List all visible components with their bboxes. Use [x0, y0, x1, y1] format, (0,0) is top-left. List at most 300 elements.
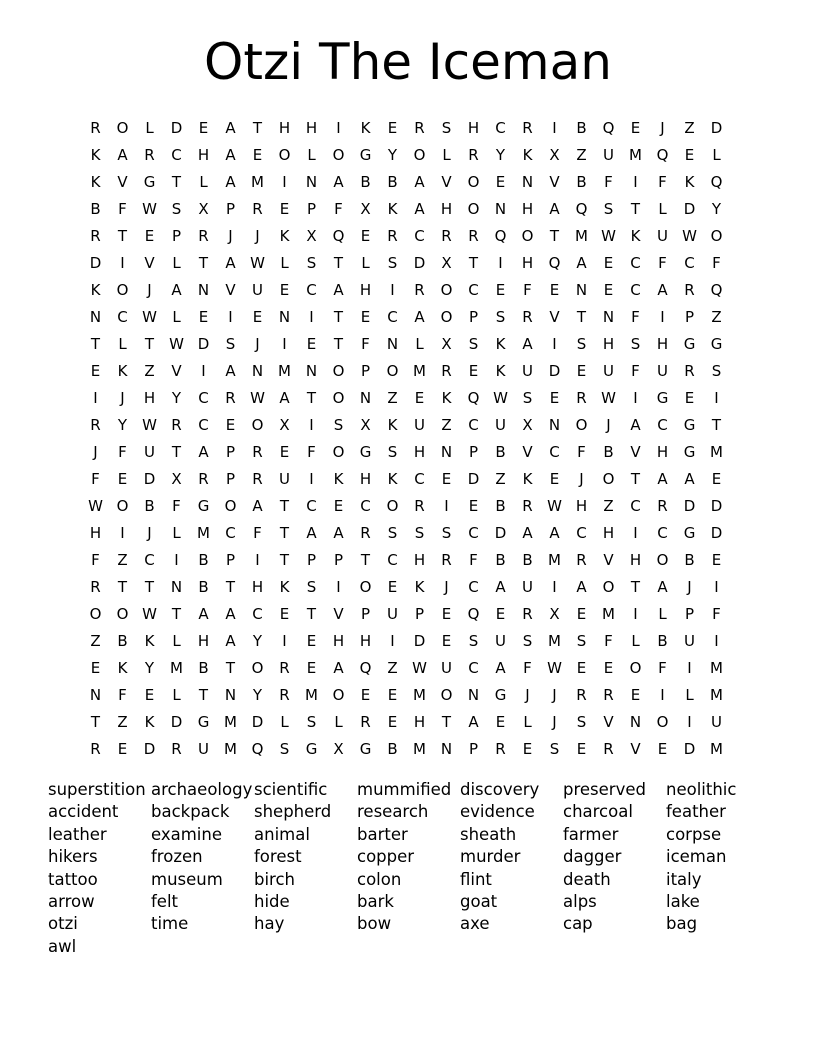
grid-letter: Q [548, 253, 561, 272]
grid-letter: I [390, 631, 395, 650]
grid-letter: I [714, 388, 719, 407]
grid-letter: M [197, 523, 210, 542]
page-title: Otzi The Iceman [204, 33, 612, 91]
word-list-item: museum [151, 869, 223, 889]
grid-letter: V [522, 442, 533, 461]
grid-letter: N [197, 280, 210, 299]
grid-letter: M [710, 685, 723, 704]
grid-letter: E [387, 685, 398, 704]
grid-letter: T [279, 523, 290, 542]
grid-letter: M [305, 685, 318, 704]
grid-letter: J [660, 118, 665, 137]
grid-letter: J [606, 415, 611, 434]
grid-letter: F [523, 658, 532, 677]
grid-letter: M [548, 550, 561, 569]
grid-letter: T [144, 334, 155, 353]
grid-letter: K [144, 712, 155, 731]
grid-letter: H [359, 469, 372, 488]
grid-letter: O [332, 361, 345, 380]
grid-letter: G [305, 739, 318, 758]
grid-letter: A [252, 496, 263, 515]
grid-letter: W [169, 334, 184, 353]
grid-letter: V [117, 172, 128, 191]
grid-letter: I [336, 577, 341, 596]
grid-letter: A [225, 604, 236, 623]
grid-letter: I [282, 172, 287, 191]
grid-letter: P [468, 442, 479, 461]
grid-letter: E [603, 658, 614, 677]
grid-letter: S [171, 199, 182, 218]
grid-letter: P [684, 307, 695, 326]
word-list-item: examine [151, 824, 223, 844]
grid-letter: K [387, 415, 398, 434]
grid-letter: T [333, 307, 344, 326]
grid-letter: O [116, 604, 129, 623]
grid-letter: Z [576, 145, 587, 164]
grid-letter: R [522, 307, 533, 326]
grid-letter: E [144, 226, 155, 245]
grid-letter: D [710, 496, 723, 515]
grid-letter: L [631, 631, 640, 650]
grid-letter: X [441, 334, 452, 353]
grid-letter: V [549, 307, 560, 326]
grid-letter: T [468, 253, 479, 272]
grid-letter: I [633, 523, 638, 542]
grid-letter: Z [387, 658, 398, 677]
word-list-item: cap [563, 914, 593, 934]
grid-letter: F [712, 253, 721, 272]
grid-letter: E [333, 496, 344, 515]
grid-letter: K [333, 469, 344, 488]
grid-letter: R [360, 523, 371, 542]
grid-letter: A [333, 280, 344, 299]
grid-letter: E [495, 280, 506, 299]
grid-letter: X [549, 145, 560, 164]
grid-letter: V [441, 172, 452, 191]
grid-letter: E [252, 145, 263, 164]
word-list-item: discovery [460, 780, 540, 799]
grid-letter: W [682, 226, 697, 245]
grid-letter: C [684, 253, 695, 272]
grid-letter: U [522, 577, 533, 596]
grid-letter: A [549, 199, 560, 218]
grid-letter: D [494, 523, 507, 542]
grid-letter: P [225, 442, 236, 461]
word-list-item: bow [357, 914, 392, 934]
grid-letter: A [657, 469, 668, 488]
grid-letter: W [601, 226, 616, 245]
grid-letter: H [413, 550, 426, 569]
grid-letter: Q [332, 226, 345, 245]
grid-letter: S [225, 334, 236, 353]
grid-letter: E [576, 361, 587, 380]
grid-letter: D [710, 118, 723, 137]
grid-letter: F [91, 469, 100, 488]
grid-letter: A [225, 145, 236, 164]
grid-letter: C [630, 280, 641, 299]
grid-letter: E [90, 361, 101, 380]
grid-letter: R [144, 145, 155, 164]
grid-letter: L [172, 523, 181, 542]
grid-letter: P [171, 226, 182, 245]
grid-letter: I [552, 118, 557, 137]
grid-letter: C [414, 226, 425, 245]
grid-letter: K [441, 388, 452, 407]
grid-letter: B [495, 550, 506, 569]
grid-letter: D [170, 118, 183, 137]
grid-letter: E [522, 739, 533, 758]
grid-letter: I [390, 280, 395, 299]
grid-letter: E [711, 550, 722, 569]
grid-letter: W [250, 253, 265, 272]
word-list-item: barter [357, 824, 408, 844]
grid-letter: B [657, 631, 668, 650]
grid-letter: J [552, 712, 557, 731]
word-list-item: research [357, 802, 429, 822]
grid-letter: R [576, 550, 587, 569]
word-list-item: hide [254, 891, 290, 911]
grid-letter: B [198, 550, 209, 569]
word-list-item: goat [460, 891, 498, 911]
grid-letter: A [225, 361, 236, 380]
grid-letter: A [657, 280, 668, 299]
grid-letter: T [630, 469, 641, 488]
grid-letter: R [576, 388, 587, 407]
grid-letter: L [361, 253, 370, 272]
grid-letter: G [197, 712, 210, 731]
grid-letter: U [252, 280, 263, 299]
grid-letter: I [309, 469, 314, 488]
grid-letter: C [468, 415, 479, 434]
grid-letter: Z [711, 307, 722, 326]
grid-letter: W [142, 199, 157, 218]
grid-letter: W [142, 604, 157, 623]
grid-letter: E [144, 685, 155, 704]
grid-letter: S [549, 739, 560, 758]
grid-letter: P [684, 604, 695, 623]
grid-letter: L [307, 145, 316, 164]
grid-letter: W [250, 388, 265, 407]
grid-letter: O [440, 685, 453, 704]
grid-letter: A [117, 145, 128, 164]
word-list-item: birch [254, 869, 296, 889]
grid-letter: N [629, 712, 642, 731]
grid-letter: S [576, 631, 587, 650]
grid-letter: A [333, 172, 344, 191]
grid-letter: C [252, 604, 263, 623]
word-list-item: animal [254, 824, 310, 844]
grid-letter: D [143, 739, 156, 758]
grid-letter: K [414, 577, 425, 596]
word-list-item: bark [357, 891, 394, 911]
grid-letter: P [225, 199, 236, 218]
grid-letter: R [252, 469, 263, 488]
grid-letter: B [576, 172, 587, 191]
grid-letter: J [228, 226, 233, 245]
grid-letter: A [225, 253, 236, 272]
grid-letter: H [656, 442, 669, 461]
grid-letter: G [359, 145, 372, 164]
word-list-item: sheath [460, 824, 517, 844]
grid-letter: E [225, 415, 236, 434]
grid-letter: X [549, 604, 560, 623]
grid-letter: T [198, 685, 209, 704]
grid-letter: N [440, 739, 453, 758]
grid-letter: C [576, 523, 587, 542]
grid-letter: I [228, 307, 233, 326]
grid-letter: K [387, 469, 398, 488]
grid-letter: B [387, 172, 398, 191]
grid-letter: F [118, 685, 127, 704]
grid-letter: E [306, 334, 317, 353]
grid-letter: F [604, 172, 613, 191]
grid-letter: E [684, 145, 695, 164]
grid-letter: R [414, 118, 425, 137]
word-list-item: forest [254, 847, 302, 867]
grid-letter: M [710, 442, 723, 461]
grid-letter: T [549, 226, 560, 245]
grid-letter: W [601, 388, 616, 407]
grid-letter: T [225, 577, 236, 596]
grid-letter: C [306, 280, 317, 299]
word-list-item: frozen [151, 847, 203, 867]
grid-letter: U [495, 415, 506, 434]
grid-letter: S [522, 631, 533, 650]
word-list-item: archaeology [151, 780, 253, 799]
grid-letter: E [468, 496, 479, 515]
grid-letter: E [549, 280, 560, 299]
grid-letter: K [90, 172, 101, 191]
grid-letter: N [494, 199, 507, 218]
grid-letter: D [170, 712, 183, 731]
grid-letter: S [441, 118, 452, 137]
grid-letter: I [120, 523, 125, 542]
grid-letter: U [603, 361, 614, 380]
grid-letter: Q [359, 658, 372, 677]
grid-letter: A [414, 307, 425, 326]
word-list-item: hikers [48, 847, 98, 867]
grid-letter: P [468, 739, 479, 758]
grid-letter: I [93, 388, 98, 407]
grid-letter: T [171, 604, 182, 623]
grid-letter: N [170, 577, 183, 596]
grid-letter: N [89, 685, 102, 704]
word-list-item: time [151, 914, 189, 934]
grid-letter: L [658, 199, 667, 218]
grid-letter: O [386, 496, 399, 515]
grid-letter: H [440, 199, 453, 218]
grid-letter: Y [711, 199, 722, 218]
grid-letter: Z [603, 496, 614, 515]
grid-letter: E [441, 469, 452, 488]
grid-letter: G [683, 415, 696, 434]
word-list-item: awl [48, 936, 77, 956]
grid-letter: X [306, 226, 317, 245]
grid-letter: R [171, 415, 182, 434]
grid-letter: B [387, 739, 398, 758]
word-list-item: murder [460, 847, 521, 867]
grid-letter: R [468, 145, 479, 164]
grid-letter: G [143, 172, 156, 191]
grid-letter: K [279, 577, 290, 596]
grid-letter: F [658, 253, 667, 272]
word-list-item: accident [48, 802, 119, 822]
grid-letter: O [332, 388, 345, 407]
grid-letter: S [603, 199, 614, 218]
grid-letter: H [467, 118, 480, 137]
grid-letter: A [414, 199, 425, 218]
grid-letter: N [359, 388, 372, 407]
grid-letter: Z [117, 550, 128, 569]
grid-letter: K [117, 658, 128, 677]
grid-letter: E [360, 685, 371, 704]
grid-letter: A [468, 712, 479, 731]
grid-letter: E [279, 199, 290, 218]
grid-letter: Z [684, 118, 695, 137]
grid-letter: R [522, 118, 533, 137]
grid-letter: J [687, 577, 692, 596]
grid-letter: E [603, 253, 614, 272]
grid-letter: F [118, 442, 127, 461]
grid-letter: W [547, 496, 562, 515]
grid-letter: Y [387, 145, 398, 164]
grid-letter: R [603, 685, 614, 704]
grid-letter: H [278, 118, 291, 137]
grid-letter: R [684, 361, 695, 380]
grid-letter: O [332, 442, 345, 461]
grid-letter: T [333, 253, 344, 272]
word-list-item: shepherd [254, 802, 332, 822]
grid-letter: I [309, 415, 314, 434]
grid-letter: P [468, 307, 479, 326]
grid-letter: E [468, 361, 479, 380]
grid-letter: R [657, 496, 668, 515]
grid-letter: A [657, 577, 668, 596]
grid-letter: I [282, 334, 287, 353]
grid-letter: O [278, 145, 291, 164]
grid-letter: B [360, 172, 371, 191]
word-list-item: death [563, 869, 611, 889]
grid-letter: F [577, 442, 586, 461]
grid-letter: J [147, 523, 152, 542]
grid-letter: R [225, 388, 236, 407]
grid-letter: M [278, 361, 291, 380]
grid-letter: N [224, 685, 237, 704]
grid-letter: W [412, 658, 427, 677]
grid-letter: E [360, 226, 371, 245]
grid-letter: H [521, 199, 534, 218]
grid-letter: Q [710, 172, 723, 191]
grid-letter: F [631, 307, 640, 326]
grid-letter: R [387, 226, 398, 245]
grid-letter: U [387, 604, 398, 623]
grid-letter: C [198, 388, 209, 407]
grid-letter: J [147, 280, 152, 299]
grid-letter: R [90, 118, 101, 137]
grid-letter: J [120, 388, 125, 407]
grid-letter: I [174, 550, 179, 569]
grid-letter: M [413, 739, 426, 758]
grid-letter: D [143, 469, 156, 488]
grid-letter: F [172, 496, 181, 515]
grid-letter: O [440, 280, 453, 299]
grid-letter: M [413, 685, 426, 704]
word-list-item: iceman [666, 847, 727, 867]
grid-letter: N [467, 685, 480, 704]
word-list-item: backpack [151, 802, 230, 822]
word-list-item: hay [254, 914, 285, 934]
grid-letter: C [630, 496, 641, 515]
grid-letter: E [603, 280, 614, 299]
grid-letter: G [710, 334, 723, 353]
grid-letter: R [198, 469, 209, 488]
grid-letter: U [279, 469, 290, 488]
grid-letter: R [441, 226, 452, 245]
grid-letter: H [332, 631, 345, 650]
grid-letter: D [89, 253, 102, 272]
grid-letter: T [279, 496, 290, 515]
grid-letter: R [90, 577, 101, 596]
grid-letter: T [711, 415, 722, 434]
grid-letter: I [552, 577, 557, 596]
grid-letter: V [630, 442, 641, 461]
grid-letter: L [334, 712, 343, 731]
grid-letter: R [522, 496, 533, 515]
grid-letter: R [414, 496, 425, 515]
grid-letter: Y [252, 631, 263, 650]
word-list-item: arrow [48, 891, 95, 911]
word-list-item: neolithic [666, 780, 737, 799]
grid-letter: A [225, 118, 236, 137]
grid-letter: K [684, 172, 695, 191]
grid-letter: G [683, 334, 696, 353]
grid-letter: I [687, 712, 692, 731]
grid-letter: J [93, 442, 98, 461]
grid-letter: E [414, 388, 425, 407]
word-list-item: feather [666, 802, 726, 822]
grid-letter: I [714, 577, 719, 596]
grid-letter: T [279, 550, 290, 569]
grid-letter: L [199, 172, 208, 191]
grid-letter: O [251, 415, 264, 434]
grid-letter: T [171, 172, 182, 191]
grid-letter: A [225, 172, 236, 191]
grid-letter: A [495, 577, 506, 596]
grid-letter: B [576, 118, 587, 137]
word-list-item: charcoal [563, 802, 633, 822]
grid-letter: W [142, 415, 157, 434]
grid-letter: R [252, 442, 263, 461]
grid-letter: S [630, 334, 641, 353]
grid-letter: K [522, 469, 533, 488]
grid-letter: E [387, 712, 398, 731]
grid-letter: I [714, 631, 719, 650]
grid-letter: R [684, 280, 695, 299]
grid-letter: H [305, 118, 318, 137]
grid-letter: D [413, 253, 426, 272]
grid-letter: S [468, 334, 479, 353]
grid-letter: M [413, 361, 426, 380]
grid-letter: M [251, 172, 264, 191]
grid-letter: N [305, 172, 318, 191]
word-list-item: copper [357, 847, 415, 867]
grid-letter: S [414, 523, 425, 542]
grid-letter: E [495, 604, 506, 623]
grid-letter: V [144, 253, 155, 272]
grid-letter: Z [441, 415, 452, 434]
grid-letter: Z [387, 388, 398, 407]
grid-letter: A [171, 280, 182, 299]
